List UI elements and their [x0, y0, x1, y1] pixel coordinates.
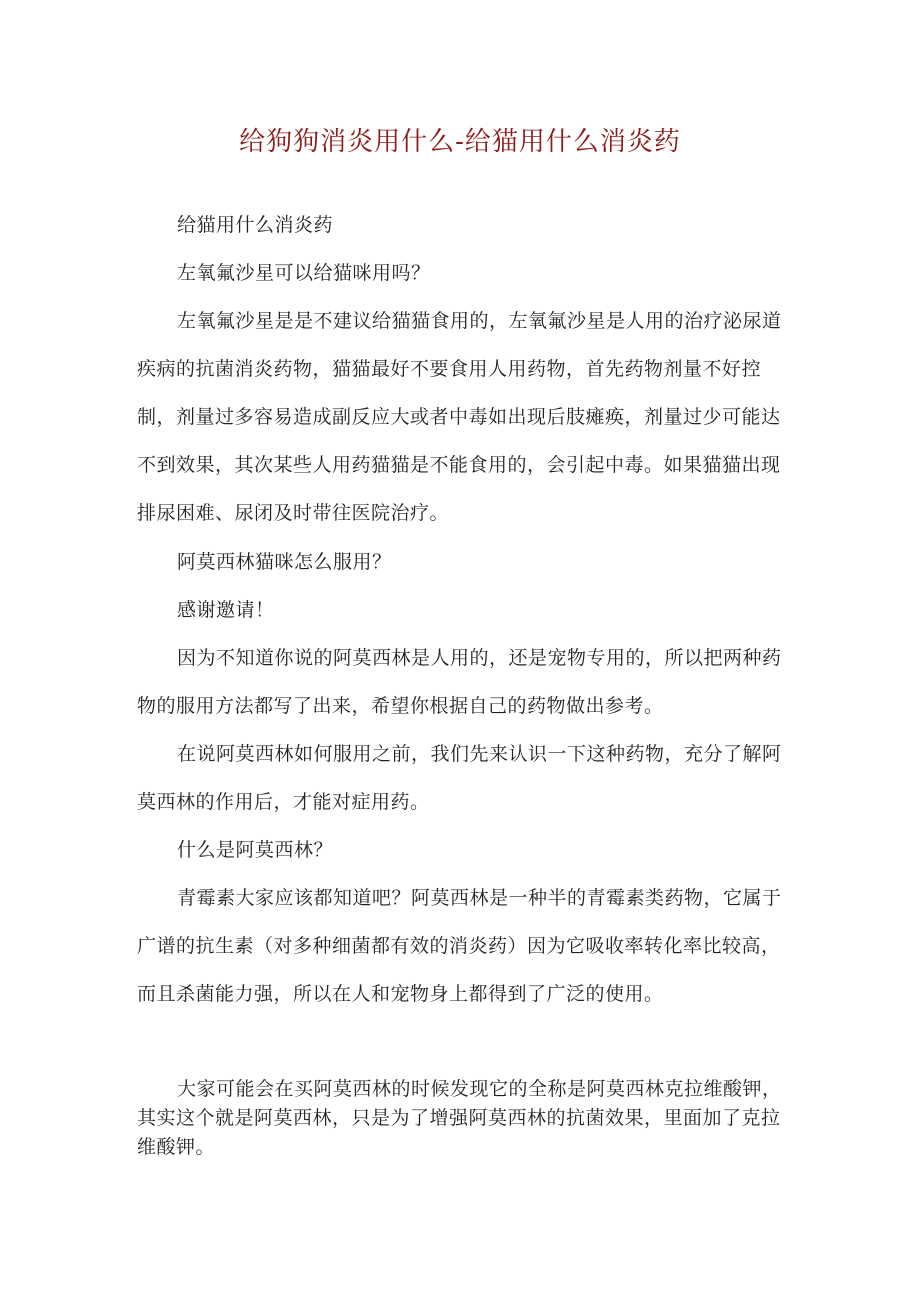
paragraph-6: 因为不知道你说的阿莫西林是人用的，还是宠物专用的，所以把两种药物的服用方法都写了出来，希望你根据自己的药物做出参考。	[137, 647, 782, 717]
paragraph-10: 大家可能会在买阿莫西林的时候发现它的全称是阿莫西林克拉维酸钾，其实这个就是阿莫西林，只是为了增强阿莫西林的抗菌效果，里面加了克拉维酸钾。	[137, 1078, 782, 1158]
paragraph-2: 左氧氟沙星可以给猫咪用吗？	[177, 262, 431, 284]
paragraph-3: 左氧氟沙星是是不建议给猫猫食用的，左氧氟沙星是人用的治疗泌尿道疾病的抗菌消炎药物，猫猫最好不要食用人用药物，首先药物剂量不好控制，剂量过多容易造成副反应大或者中毒如出现后肢瘫痪，剂量过少可能达不到效果，其次某些人用药猫猫是不能食用的，会引起中毒。如果猫猫出现排尿困难、尿闭及时带往医院治疗。	[137, 310, 782, 524]
document-title: 给狗狗消炎用什么-给猫用什么消炎药	[239, 127, 681, 157]
paragraph-4: 阿莫西林猫咪怎么服用？	[177, 551, 392, 573]
paragraph-8: 什么是阿莫西林？	[177, 839, 334, 861]
paragraph-5: 感谢邀请！	[177, 599, 275, 621]
paragraph-7: 在说阿莫西林如何服用之前，我们先来认识一下这种药物，充分了解阿莫西林的作用后，才能对症用药。	[137, 743, 782, 813]
paragraph-9: 青霉素大家应该都知道吧？阿莫西林是一种半的青霉素类药物，它属于广谱的抗生素（对多种细菌都有效的消炎药）因为它吸收率转化率比较高，而且杀菌能力强，所以在人和宠物身上都得到了广泛的使用。	[137, 887, 782, 1005]
paragraph-1: 给猫用什么消炎药	[177, 214, 334, 236]
